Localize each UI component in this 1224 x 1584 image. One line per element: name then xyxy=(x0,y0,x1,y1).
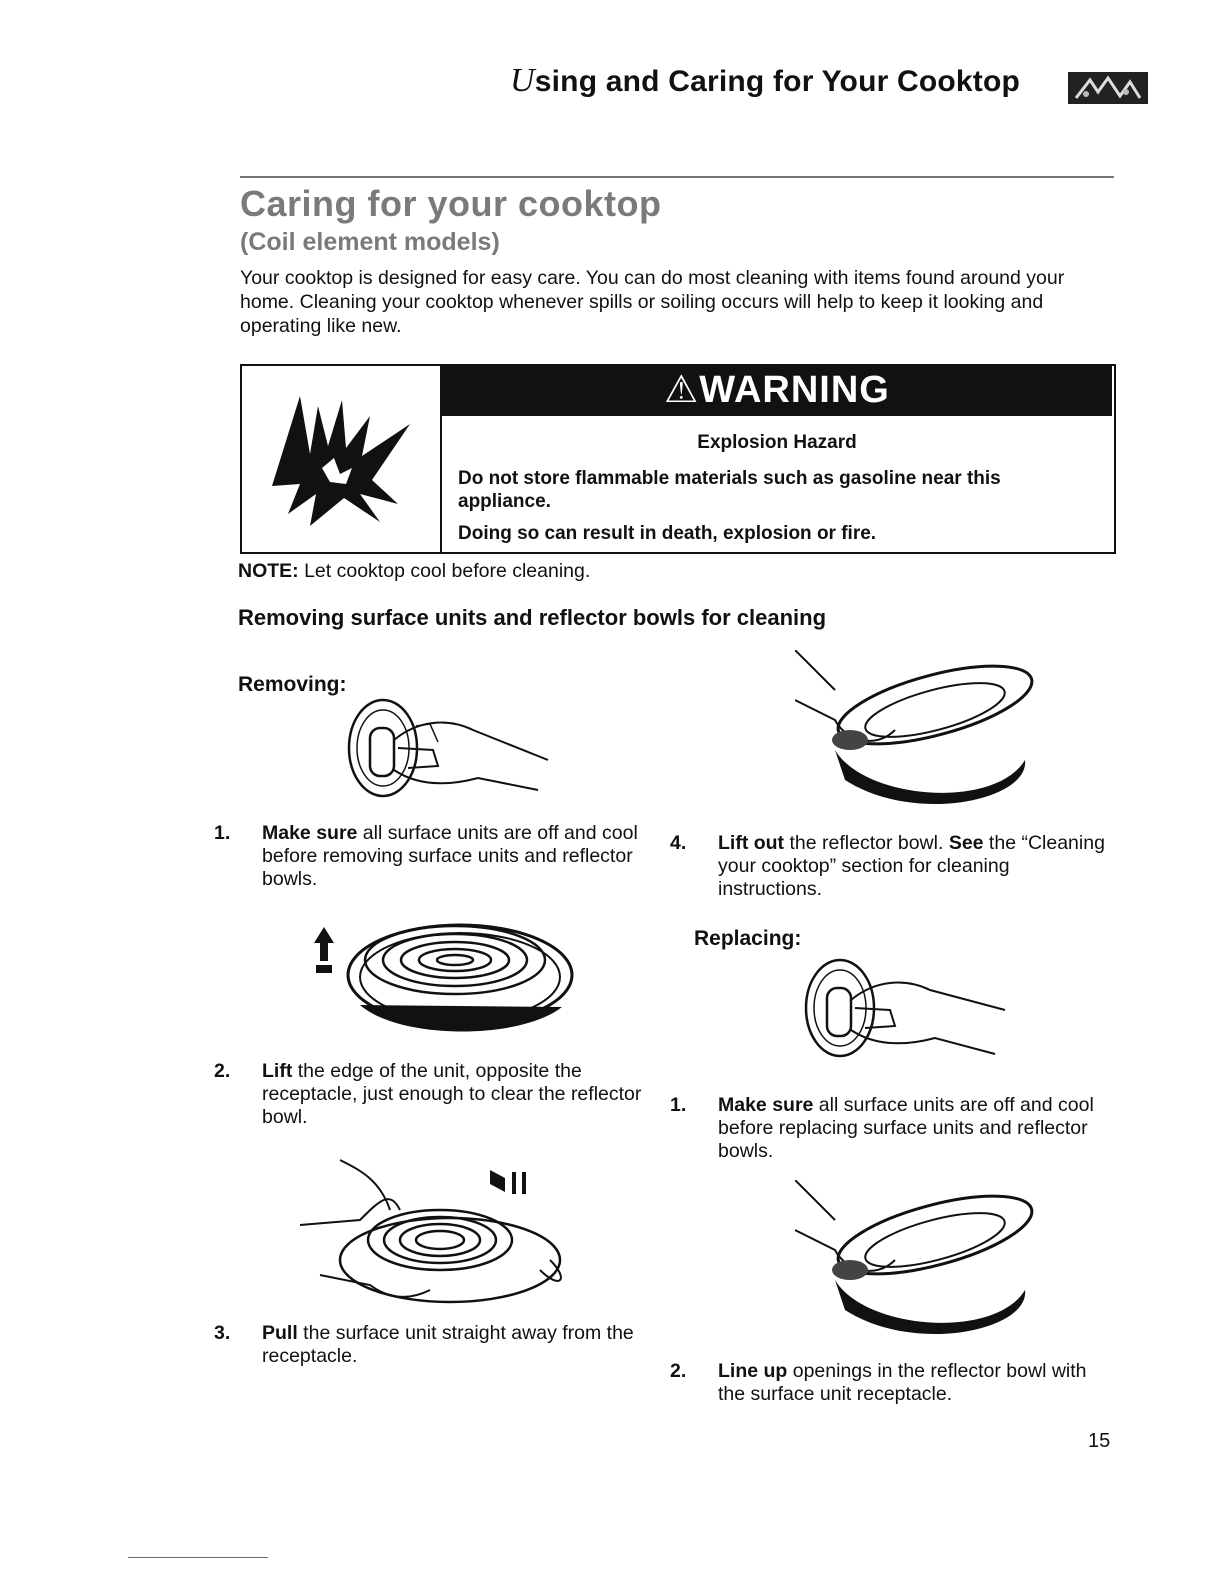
warning-heading: Explosion Hazard xyxy=(697,432,857,453)
section-title: Caring for your cooktop xyxy=(240,183,662,224)
step-text: the surface unit straight away from the receptacle. xyxy=(262,1322,634,1367)
step-number: 2. xyxy=(670,1360,687,1382)
removing-step-2 xyxy=(214,1060,672,1129)
step-bold: Lift xyxy=(262,1060,293,1082)
replacing-step-1 xyxy=(670,1094,1118,1163)
step-number: 2. xyxy=(214,1060,231,1082)
step-bold-2: See xyxy=(948,832,984,854)
intro-paragraph: Your cooktop is designed for easy care. You can do most cleaning with items found around your home. Cleaning your cooktop whenever spills or soiling occurs will help to keep it looking and operating like new. xyxy=(240,267,1065,337)
section-subtitle: (Coil element models) xyxy=(240,228,500,256)
note xyxy=(238,560,590,583)
surface-unit-pull-illustration-icon xyxy=(300,1150,600,1315)
surface-unit-lift-illustration-icon xyxy=(300,915,610,1050)
step-bold: Pull xyxy=(262,1322,298,1344)
header-title-initial: U xyxy=(510,62,535,99)
step-text: openings in the reflector bowl with the surface unit receptacle. xyxy=(718,1360,1087,1405)
step-text: all surface units are off and cool before replacing surface units and reflector bowls. xyxy=(718,1094,1094,1162)
step-number: 3. xyxy=(214,1322,231,1344)
replacing-step-2 xyxy=(670,1360,1118,1406)
page-header-title xyxy=(510,62,1020,100)
step-bold: Line up xyxy=(718,1360,788,1382)
step-bold: Make sure xyxy=(718,1094,814,1116)
reflector-bowl-lift-illustration-icon xyxy=(795,650,1035,815)
header-title-rest: sing and Caring for Your Cooktop xyxy=(534,65,1021,98)
step-number: 4. xyxy=(670,832,687,854)
removing-step-3 xyxy=(214,1322,672,1368)
section-rule xyxy=(240,176,1114,178)
removing-step-4 xyxy=(670,832,1118,901)
explosion-icon xyxy=(260,376,420,536)
header-decorative-badge-icon xyxy=(1068,72,1148,104)
note-label: NOTE: xyxy=(238,560,299,582)
reflector-bowl-lineup-illustration-icon xyxy=(795,1180,1035,1345)
step-text: the reflector bowl. xyxy=(784,832,949,854)
control-knob-replace-illustration-icon xyxy=(795,950,1015,1070)
step-text: the edge of the unit, opposite the receptacle, just enough to clear the reflector bowl. xyxy=(262,1060,642,1128)
warning-banner: ⚠WARNING xyxy=(442,364,1112,416)
warning-line-1: Do not store flammable materials such as gasoline near this appliance. xyxy=(458,468,1001,512)
removing-step-1 xyxy=(214,822,672,891)
step-text-2: the “Cleaning your cooktop” section for cleaning instructions. xyxy=(718,832,1105,900)
note-text: Let cooktop cool before cleaning. xyxy=(298,560,591,582)
step-number: 1. xyxy=(214,822,231,844)
step-bold: Make sure xyxy=(262,822,358,844)
step-number: 1. xyxy=(670,1094,687,1116)
page-number: 15 xyxy=(1088,1430,1111,1452)
removing-heading: Removing: xyxy=(238,673,347,696)
replacing-heading: Replacing: xyxy=(694,927,802,950)
warning-line-2: Doing so can result in death, explosion or fire. xyxy=(458,523,877,544)
footer-line xyxy=(128,1557,268,1558)
control-knob-illustration-icon xyxy=(338,690,558,810)
removing-section-heading: Removing surface units and reflector bowls for cleaning xyxy=(238,605,827,630)
step-text: all surface units are off and cool before removing surface units and reflector bowls. xyxy=(262,822,638,890)
step-bold: Lift out xyxy=(718,832,785,854)
